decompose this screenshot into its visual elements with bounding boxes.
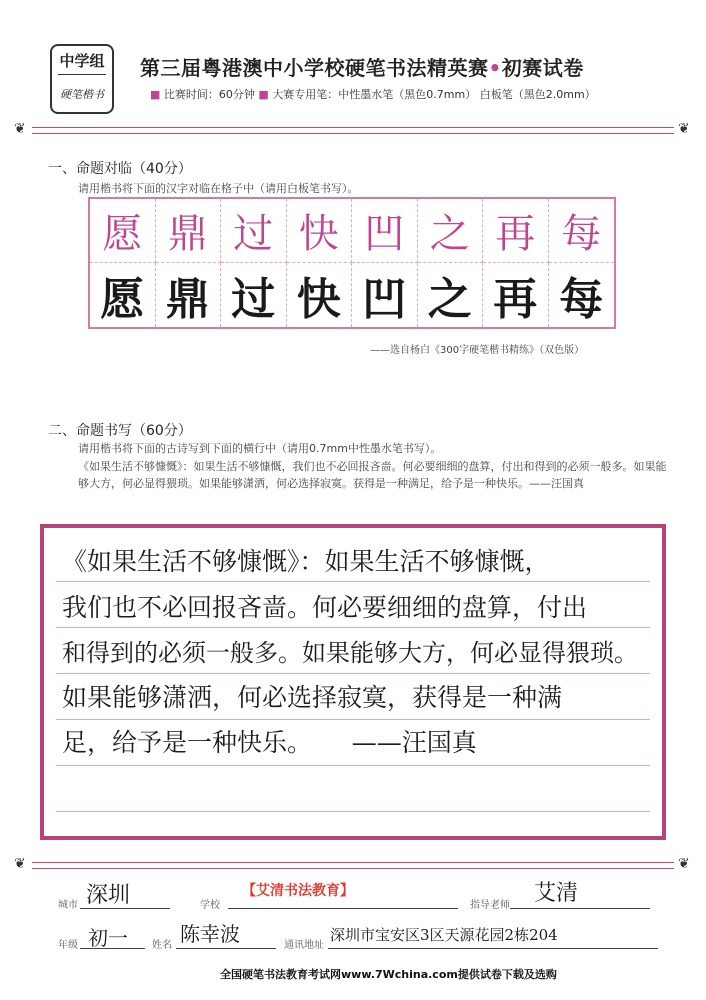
grid-cell [221,263,287,327]
grid-cell [483,199,549,263]
poem-passage: 《如果生活不够慷慨》：如果生活不够慷慨，我们也不必回报吝啬。何必要细细的盘算，付出和得到的必须一般多。如果能够大方，何必显得猥琐。如果能够潇洒，何必选择寂寞。获得是一种满足，给予是一种快乐。——汪国真 [78,460,667,490]
grid-cell [549,199,615,263]
handwritten-line: 我们也不必回报吝啬。何必要细细的盘算，付出 [62,593,588,622]
grid-cell [483,263,549,327]
grid-cell [352,263,418,327]
grid-cell [418,263,484,327]
title-main: 第三届粤港澳中小学校硬笔书法精英赛 [140,56,489,80]
reference-char: 之 [429,211,470,257]
writing-box [40,524,666,840]
handwritten-line: 足，给予是一种快乐。 ——汪国真 [62,728,477,757]
copy-grid [88,197,616,329]
teacher-label: 指导老师 [470,900,510,911]
grade-field[interactable] [80,922,145,949]
badge-divider [58,74,106,75]
badge-style-label: 硬笔楷书 [60,88,104,101]
section1-heading: 一、命题对临（40分） [48,161,192,177]
reference-char: 快 [298,211,339,257]
grid-cell [549,263,615,327]
group-badge [50,44,114,114]
city-value: 深圳 [86,883,131,908]
name-value: 陈幸波 [180,922,240,946]
handwritten-line: 如果能够潇洒，何必选择寂寞，获得是一种满 [62,683,563,712]
page-title [140,52,584,81]
handwritten-line: 《如果生活不够慷慨》：如果生活不够慷慨， [62,547,550,576]
reference-char: 凹 [364,211,405,257]
reference-char: 再 [495,211,536,257]
name-label: 姓名 [152,940,172,951]
address-value: 深圳市宝安区3区天源花园2栋204 [330,926,558,944]
bottom-divider [32,862,674,869]
copied-char: 愿 [100,274,145,325]
title-tail: 初赛试卷 [501,56,584,80]
grid-cell [418,199,484,263]
address-label: 通讯地址 [284,940,324,951]
exam-pen: 大赛专用笔：中性墨水笔（黑色0.7mm） 白板笔（黑色2.0mm） [272,88,596,101]
grid-cell [352,199,418,263]
grid-cell [156,263,222,327]
copied-char: 过 [231,274,276,325]
source-note: ——选自杨白《300字硬笔楷书精练》（双色版） [370,345,585,356]
top-divider [32,127,674,134]
bullet-icon: ■ [150,88,161,101]
copied-char: 鼎 [165,274,210,325]
copied-char: 之 [427,274,472,325]
grid-cell [287,199,353,263]
badge-group-label: 中学组 [59,52,105,70]
copied-char: 快 [296,274,341,325]
copied-char: 再 [493,274,538,325]
city-label: 城市 [58,900,78,911]
grid-cell [156,199,222,263]
reference-char: 鼎 [167,211,208,257]
grid-cell [90,263,156,327]
section2-instruction: 请用楷书将下面的古诗写到下面的横行中（请用0.7mm中性墨水笔书写）。 [78,442,442,455]
school-label: 学校 [200,900,220,911]
reference-char: 过 [233,211,274,257]
exam-time: 比赛时间：60分钟 [163,88,255,101]
grid-cell [287,263,353,327]
grid-cell [221,199,287,263]
right-ornament-icon: ❦ [678,121,690,137]
section1-instruction: 请用楷书将下面的汉字对临在格子中（请用白板笔书写）。 [78,182,359,195]
left-ornament-icon: ❦ [14,121,26,137]
left-ornament-icon: ❦ [14,856,26,872]
section2-heading: 二、命题书写（60分） [48,423,192,439]
grid-cell [90,199,156,263]
copied-char: 每 [559,274,604,325]
handwritten-line: 和得到的必须一般多。如果能够大方，何必显得猥琐。 [62,639,638,667]
name-field[interactable] [176,922,276,949]
grade-label: 年级 [58,940,78,951]
footer-note: 全国硬笔书法教育考试网www.7Wchina.com提供试卷下载及选购 [220,968,557,981]
reference-char: 愿 [102,211,143,257]
teacher-value: 艾清 [534,881,579,906]
teacher-field[interactable] [510,880,650,909]
ruled-line [56,766,650,812]
title-dot: • [488,56,502,80]
address-field[interactable] [328,922,658,949]
copied-char: 凹 [362,274,407,325]
reference-char: 每 [561,211,602,257]
grade-value: 初一 [88,926,128,950]
bullet-icon: ■ [258,88,269,101]
city-field[interactable] [80,880,170,909]
exam-rules [150,86,596,102]
right-ornament-icon: ❦ [678,856,690,872]
school-stamp: 【艾清书法教育】 [242,883,354,899]
